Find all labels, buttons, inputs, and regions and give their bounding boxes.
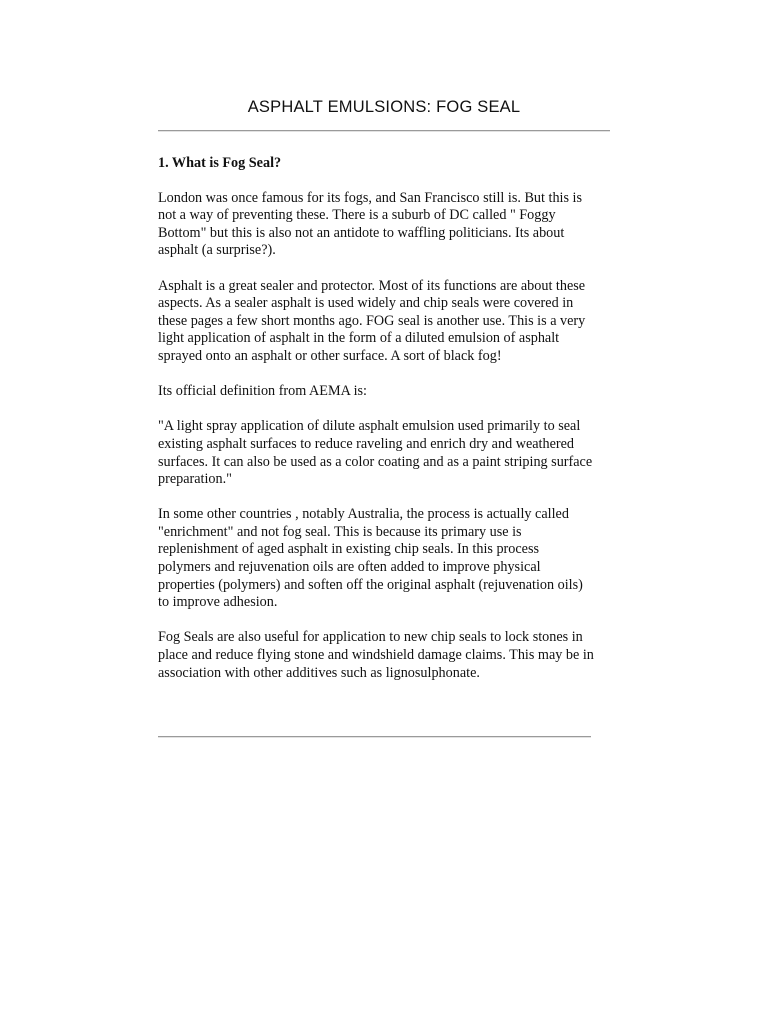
paragraph-enrichment: In some other countries , notably Australia, the process is actually called "enrichment" and not fog seal. This is because its primary use is replenishment of aged asphalt in existing chip seals. In this process polymers and rejuvenation oils are often added to improve physical properties (polymers) and soften off the original asphalt (rejuvenation oils) to improve adhesion. [158,506,583,611]
title-divider [158,130,610,132]
paragraph-definition-lead: Its official definition from AEMA is: [158,383,367,400]
paragraph-new-chip-seals: Fog Seals are also useful for application to new chip seals to lock stones in place and reduce flying stone and windshield damage claims. This may be in association with other additives such as lignosulphonate. [158,629,594,681]
paragraph-sealer: Asphalt is a great sealer and protector. Most of its functions are about these aspects. As a sealer asphalt is used widely and chip seals were covered in these pages a few short months ago. FOG seal is another use. This is a very light application of asphalt in the form of a diluted emulsion of asphalt sprayed onto an asphalt or other surface. A sort of black fog! [158,277,586,364]
paragraph-intro: London was once famous for its fogs, and San Francisco still is. But this is not a way of preventing these. There is a suburb of DC called " Foggy Bottom" but this is also not an antidote to waffling politicians. Its about asphalt (a surprise?). [158,189,583,259]
document-body [158,155,594,700]
document-title: ASPHALT EMULSIONS: FOG SEAL [247,98,521,116]
footer-divider [158,736,591,738]
paragraph-definition-quote: "A light spray application of dilute asphalt emulsion used primarily to seal existing asphalt surfaces to reduce raveling and enrich dry and weathered surfaces. It can also be used as a color coating and as a paint striping surface preparation." [158,418,593,488]
section-heading: 1. What is Fog Seal? [158,155,282,171]
